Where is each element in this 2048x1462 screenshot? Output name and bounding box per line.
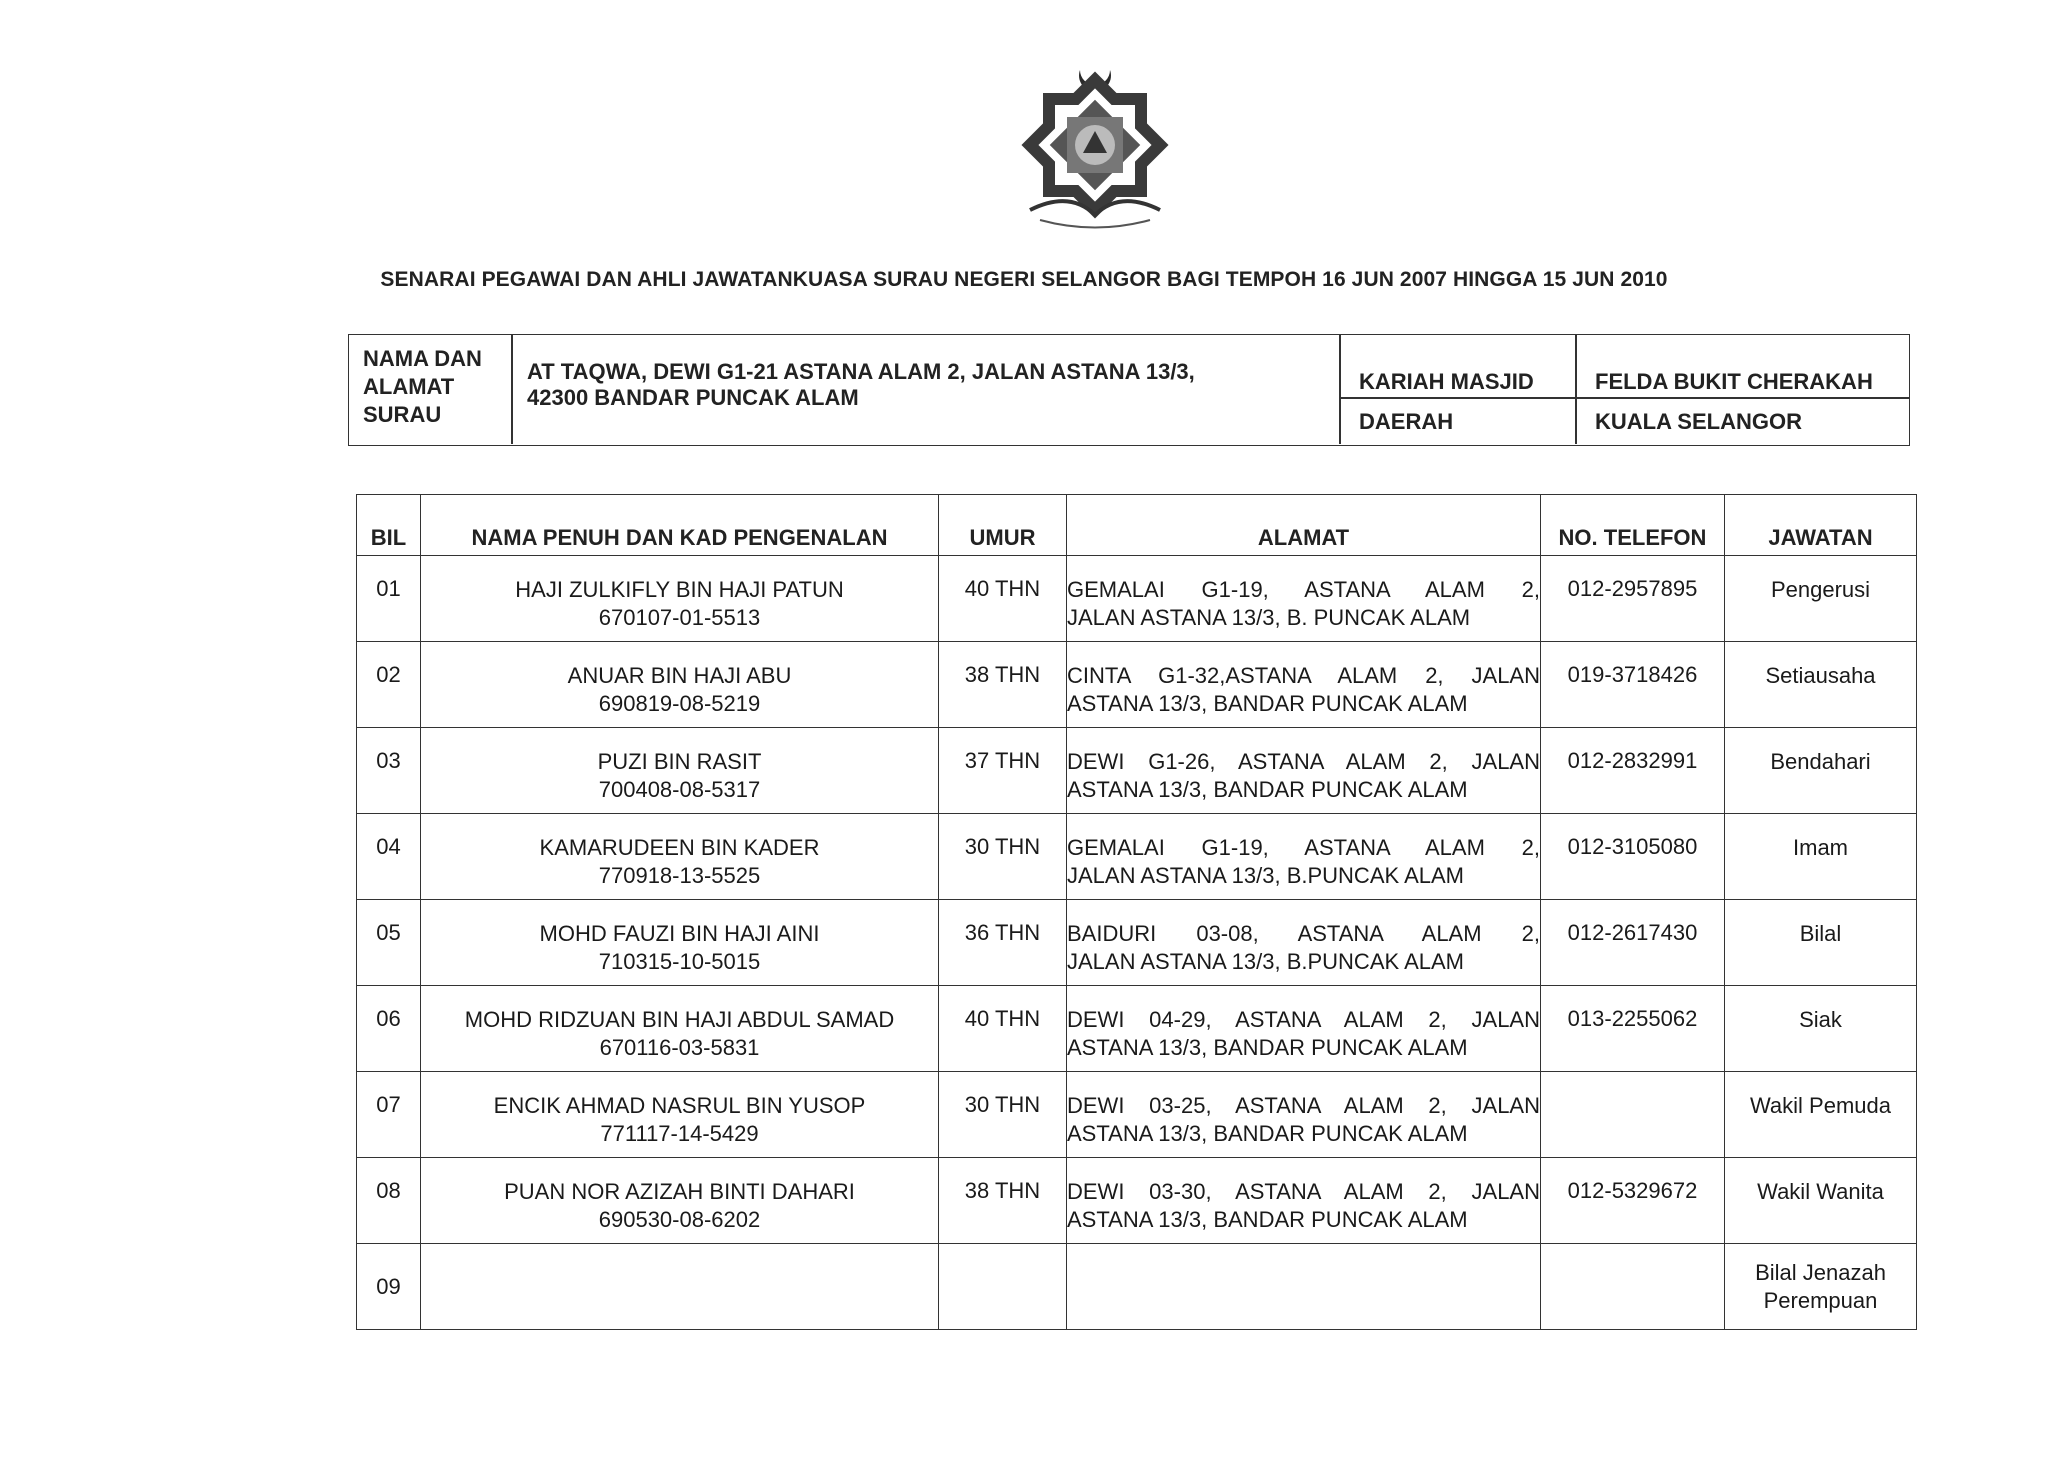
- member-name: KAMARUDEEN BIN KADER: [539, 835, 820, 860]
- member-name: HAJI ZULKIFLY BIN HAJI PATUN: [515, 577, 844, 602]
- cell-umur: 38 THN: [939, 1158, 1067, 1244]
- jawatan-line: Bilal Jenazah: [1755, 1259, 1886, 1285]
- surau-address: [527, 359, 1327, 411]
- address-line: GEMALAI G1-19, ASTANA ALAM 2,: [1067, 577, 1540, 602]
- surau-address-line: AT TAQWA, DEWI G1-21 ASTANA ALAM 2, JALAN ASTANA 13/3,: [527, 359, 1195, 384]
- cell-jawatan: Wakil Wanita: [1725, 1158, 1917, 1244]
- cell-nama: [421, 986, 939, 1072]
- address-line: CINTA G1-32,ASTANA ALAM 2, JALAN: [1067, 663, 1540, 688]
- member-ic: 670116-03-5831: [599, 1035, 760, 1060]
- cell-alamat: [1067, 556, 1541, 642]
- table-row: [357, 556, 1917, 642]
- daerah-value: KUALA SELANGOR: [1595, 409, 1802, 434]
- cell-nama: [421, 1072, 939, 1158]
- cell-jawatan: Bilal: [1725, 900, 1917, 986]
- cell-bil: 05: [357, 900, 421, 986]
- cell-jawatan: Bendahari: [1725, 728, 1917, 814]
- address-line: ASTANA 13/3, BANDAR PUNCAK ALAM: [1067, 1035, 1468, 1060]
- cell-alamat: [1067, 814, 1541, 900]
- cell-telefon: 019-3718426: [1541, 642, 1725, 728]
- address-line: DEWI 03-30, ASTANA ALAM 2, JALAN: [1067, 1179, 1540, 1204]
- cell-umur: 37 THN: [939, 728, 1067, 814]
- address-line: ASTANA 13/3, BANDAR PUNCAK ALAM: [1067, 777, 1468, 802]
- cell-alamat: [1067, 986, 1541, 1072]
- table-row: [357, 1072, 1917, 1158]
- kariah-value: FELDA BUKIT CHERAKAH: [1595, 369, 1873, 394]
- member-name: ANUAR BIN HAJI ABU: [567, 663, 792, 688]
- cell-nama: [421, 900, 939, 986]
- address-line: JALAN ASTANA 13/3, B. PUNCAK ALAM: [1067, 605, 1471, 630]
- surau-address-line: 42300 BANDAR PUNCAK ALAM: [527, 385, 859, 410]
- cell-umur: 40 THN: [939, 556, 1067, 642]
- cell-jawatan: Siak: [1725, 986, 1917, 1072]
- member-name: ENCIK AHMAD NASRUL BIN YUSOP: [493, 1093, 866, 1118]
- address-line: GEMALAI G1-19, ASTANA ALAM 2,: [1067, 835, 1540, 860]
- cell-bil: 01: [357, 556, 421, 642]
- cell-alamat: [1067, 900, 1541, 986]
- cell-nama: [421, 1244, 939, 1330]
- surau-label-line: ALAMAT: [363, 374, 455, 399]
- member-ic: 690819-08-5219: [598, 691, 761, 716]
- surau-label-line: NAMA DAN: [363, 346, 482, 371]
- address-line: ASTANA 13/3, BANDAR PUNCAK ALAM: [1067, 691, 1468, 716]
- cell-umur: 30 THN: [939, 814, 1067, 900]
- address-line: ASTANA 13/3, BANDAR PUNCAK ALAM: [1067, 1207, 1468, 1232]
- cell-alamat: [1067, 728, 1541, 814]
- cell-alamat: [1067, 1244, 1541, 1330]
- member-name: MOHD FAUZI BIN HAJI AINI: [539, 921, 820, 946]
- table-row: [357, 642, 1917, 728]
- cell-jawatan: Pengerusi: [1725, 556, 1917, 642]
- cell-telefon: 012-2832991: [1541, 728, 1725, 814]
- table-row: [357, 728, 1917, 814]
- cell-bil: 07: [357, 1072, 421, 1158]
- header-umur: UMUR: [939, 495, 1067, 556]
- address-line: JALAN ASTANA 13/3, B.PUNCAK ALAM: [1067, 863, 1464, 888]
- daerah-label: DAERAH: [1359, 409, 1454, 434]
- cell-jawatan: Wakil Pemuda: [1725, 1072, 1917, 1158]
- table-row: [357, 1244, 1917, 1330]
- cell-jawatan: [1725, 1244, 1917, 1330]
- surau-label-line: SURAU: [363, 402, 442, 427]
- cell-telefon: 012-2617430: [1541, 900, 1725, 986]
- table-row: [357, 900, 1917, 986]
- member-ic: 690530-08-6202: [598, 1207, 761, 1232]
- kariah-label: KARIAH MASJID: [1359, 369, 1534, 394]
- table-row: [357, 986, 1917, 1072]
- cell-jawatan: Setiausaha: [1725, 642, 1917, 728]
- cell-bil: 03: [357, 728, 421, 814]
- address-line: ASTANA 13/3, BANDAR PUNCAK ALAM: [1067, 1121, 1468, 1146]
- cell-bil: 04: [357, 814, 421, 900]
- member-ic: 771117-14-5429: [600, 1121, 759, 1146]
- member-name: PUAN NOR AZIZAH BINTI DAHARI: [504, 1179, 855, 1204]
- cell-telefon: 012-2957895: [1541, 556, 1725, 642]
- address-line: JALAN ASTANA 13/3, B.PUNCAK ALAM: [1067, 949, 1464, 974]
- cell-alamat: [1067, 1072, 1541, 1158]
- cell-bil: 02: [357, 642, 421, 728]
- member-name: PUZI BIN RASIT: [597, 749, 762, 774]
- cell-telefon: 012-3105080: [1541, 814, 1725, 900]
- cell-bil: 09: [357, 1244, 421, 1330]
- header-bil: BIL: [357, 495, 421, 556]
- cell-telefon: [1541, 1072, 1725, 1158]
- cell-alamat: [1067, 1158, 1541, 1244]
- header-nama: NAMA PENUH DAN KAD PENGENALAN: [421, 495, 939, 556]
- cell-alamat: [1067, 642, 1541, 728]
- cell-umur: 36 THN: [939, 900, 1067, 986]
- address-line: BAIDURI 03-08, ASTANA ALAM 2,: [1067, 921, 1540, 946]
- cell-nama: [421, 642, 939, 728]
- surau-info-box: [348, 334, 1910, 446]
- cell-umur: 40 THN: [939, 986, 1067, 1072]
- address-line: DEWI G1-26, ASTANA ALAM 2, JALAN: [1067, 749, 1540, 774]
- cell-nama: [421, 814, 939, 900]
- table-row: [357, 814, 1917, 900]
- header-alamat: ALAMAT: [1067, 495, 1541, 556]
- address-line: DEWI 03-25, ASTANA ALAM 2, JALAN: [1067, 1093, 1540, 1118]
- cell-jawatan: Imam: [1725, 814, 1917, 900]
- majlis-agama-islam-selangor-seal-icon: [1010, 50, 1180, 230]
- cell-bil: 08: [357, 1158, 421, 1244]
- cell-telefon: 013-2255062: [1541, 986, 1725, 1072]
- jawatan-line: Perempuan: [1763, 1287, 1878, 1313]
- member-ic: 710315-10-5015: [598, 949, 761, 974]
- cell-nama: [421, 556, 939, 642]
- table-row: [357, 1158, 1917, 1244]
- cell-umur: [939, 1244, 1067, 1330]
- header-jawatan: JAWATAN: [1725, 495, 1917, 556]
- member-name: MOHD RIDZUAN BIN HAJI ABDUL SAMAD: [464, 1007, 895, 1032]
- committee-table: [356, 494, 1917, 1330]
- header-telefon: NO. TELEFON: [1541, 495, 1725, 556]
- table-header-row: [357, 495, 1917, 556]
- cell-telefon: 012-5329672: [1541, 1158, 1725, 1244]
- member-ic: 770918-13-5525: [598, 863, 761, 888]
- cell-telefon: [1541, 1244, 1725, 1330]
- address-line: DEWI 04-29, ASTANA ALAM 2, JALAN: [1067, 1007, 1540, 1032]
- document-title: SENARAI PEGAWAI DAN AHLI JAWATANKUASA SURAU NEGERI SELANGOR BAGI TEMPOH 16 JUN 2007 HINGGA 15 JUN 2010: [380, 268, 1668, 291]
- cell-nama: [421, 728, 939, 814]
- surau-label: [363, 345, 503, 429]
- cell-umur: 38 THN: [939, 642, 1067, 728]
- member-ic: 670107-01-5513: [598, 605, 761, 630]
- cell-umur: 30 THN: [939, 1072, 1067, 1158]
- cell-nama: [421, 1158, 939, 1244]
- member-ic: 700408-08-5317: [598, 777, 761, 802]
- cell-bil: 06: [357, 986, 421, 1072]
